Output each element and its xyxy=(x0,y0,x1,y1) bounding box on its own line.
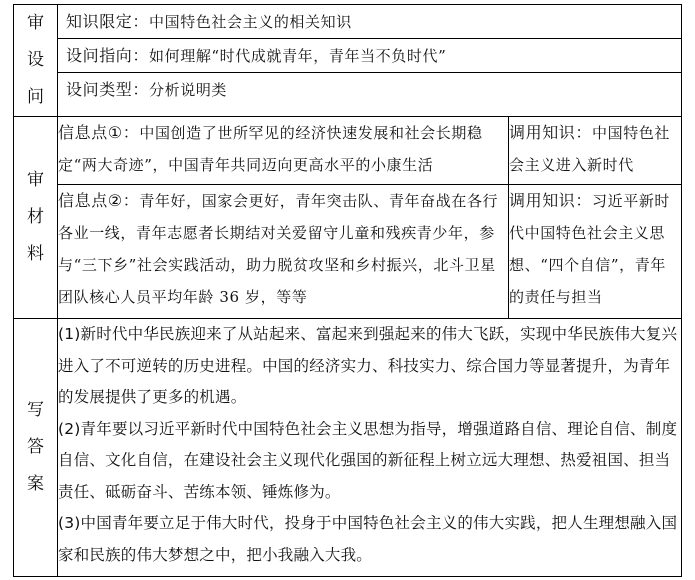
header-char: 设 xyxy=(27,50,44,70)
question-type-text: 分析说明类 xyxy=(149,81,228,99)
knowledge-2-label: 调用知识： xyxy=(509,191,593,210)
answer-paragraph-3: (3)中国青年要立足于伟大时代，投身于中国特色社会主义的伟大实践，把人生理想融入国家和民族的伟大梦想之中，把小我融入大我。 xyxy=(58,514,678,564)
header-char: 审 xyxy=(27,170,44,190)
header-char: 材 xyxy=(27,207,44,227)
header-char: 料 xyxy=(27,244,44,264)
info-point-1-label: 信息点①： xyxy=(58,123,140,142)
knowledge-1-cell xyxy=(509,117,682,185)
answer-paragraph-1: (1)新时代中华民族迎来了从站起来、富起来到强起来的伟大飞跃，实现中华民族伟大复兴进入了不可逆转的历史进程。中国的经济实力、科技实力、综合国力等显著提升，为青年的发展提供了更多的机遇。 xyxy=(58,325,678,406)
answer-cell xyxy=(58,319,682,577)
question-type-row xyxy=(58,73,681,106)
section-header-shen-cai-liao xyxy=(14,117,58,319)
header-char: 写 xyxy=(27,400,44,420)
question-direction-label: 设问指向： xyxy=(66,46,150,65)
knowledge-1-label: 调用知识： xyxy=(509,123,593,142)
info-point-1-text: 中国创造了世所罕见的经济快速发展和社会长期稳定“两大奇迹”，中国青年共同迈向更高水平的小康生活 xyxy=(58,124,483,174)
section-header-xie-da-an xyxy=(14,319,58,577)
question-type-label: 设问类型： xyxy=(66,80,150,99)
header-char: 案 xyxy=(27,474,44,494)
analysis-table xyxy=(13,4,682,577)
knowledge-1-text: 中国特色社会主义进入新时代 xyxy=(509,124,671,174)
knowledge-limit-label: 知识限定： xyxy=(66,12,150,31)
header-char: 问 xyxy=(27,87,44,107)
question-direction-row xyxy=(58,39,681,73)
knowledge-limit-row xyxy=(58,5,681,39)
knowledge-2-text: 习近平新时代中国特色社会主义思想、“四个自信”，青年的责任与担当 xyxy=(509,192,671,306)
info-point-2-text: 青年好，国家会更好，青年突击队、青年奋战在各行各业一线，青年志愿者长期结对关爱留守儿童和残疾青少年，参与“三下乡”社会实践活动，助力脱贫攻坚和乡村振兴，北斗卫星团队核心人员平均年龄 36 岁，等等 xyxy=(58,192,499,306)
knowledge-2-cell xyxy=(509,185,682,319)
section-header-shen-she-wen xyxy=(14,5,58,117)
info-point-1-cell xyxy=(58,117,509,185)
header-char: 答 xyxy=(27,437,44,457)
header-char: 审 xyxy=(27,13,44,33)
info-point-2-cell xyxy=(58,185,509,319)
knowledge-limit-text: 中国特色社会主义的相关知识 xyxy=(149,13,352,31)
question-direction-text: 如何理解“时代成就青年，青年当不负时代” xyxy=(149,47,447,65)
answer-paragraph-2: (2)青年要以习近平新时代中国特色社会主义思想为指导，增强道路自信、理论自信、制度自信、文化自信，在建设社会主义现代化强国的新征程上树立远大理想、热爱祖国、担当责任、砥砺奋斗、苦练本领、锤炼修为。 xyxy=(58,419,678,501)
info-point-2-label: 信息点②： xyxy=(58,191,140,210)
